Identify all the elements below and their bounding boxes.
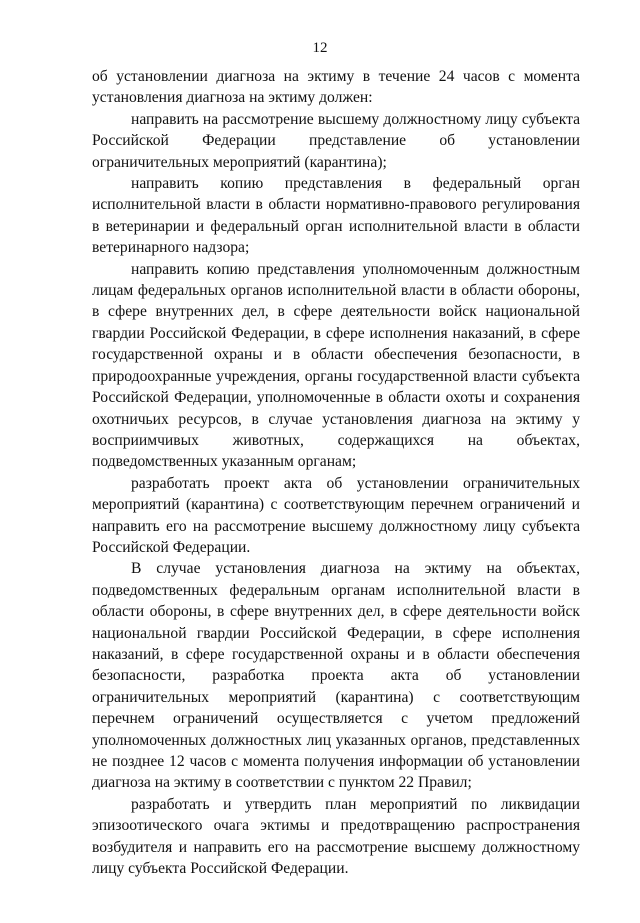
document-body bbox=[92, 66, 580, 879]
paragraph-develop-draft-act: разработать проект акта об установлении ограничительных мероприятий (карантина) с соответствующим перечнем ограничений и направить его на рассмотрение высшему должностному лицу субъекта Российской Федерации. bbox=[92, 474, 580, 556]
paragraph-case-of-diagnosis: В случае установления диагноза на эктиму на объектах, подведомственных федеральным органам исполнительной власти в области обороны, в сфере внутренних дел, в сфере деятельности войск национальной гвардии Российской Федерации, в сфере исполнения наказаний, в сфере государственной охраны и в области обеспечения безопасности, разработка проекта акта об установлении ограничительных мероприятий (карантина) с соответствующим перечнем ограничений осуществляется с учетом предложений уполномоченных должностных лиц указанных органов, представленных не позднее 12 часов с момента получения информации об установлении диагноза на эктиму в соответствии с пунктом 22 Правил; bbox=[92, 560, 580, 792]
paragraph-send-copy-officials: направить копию представления уполномоченным должностным лицам федеральных органов исполнительной власти в области обороны, в сфере внутренних дел, в сфере деятельности войск национальной гвардии Российской Федерации, в сфере исполнения наказаний, в сфере государственной охраны и в области обеспечения безопасности, в природоохранные учреждения, органы государственной власти субъекта Российской Федерации, уполномоченные в области охоты и сохранения охотничьих ресурсов, в случае установления диагноза на эктиму у восприимчивых животных, содержащихся на объектах, подведомственных указанным органам; bbox=[92, 260, 580, 471]
paragraph-send-copy-federal-organ: направить копию представления в федеральный орган исполнительной власти в области нормативно-правового регулирования в ветеринарии и федеральный орган исполнительной власти в области ветеринарного надзора; bbox=[92, 175, 580, 257]
paragraph-submit-representation: направить на рассмотрение высшему должностному лицу субъекта Российской Федерации представление об установлении ограничительных мероприятий (карантина); bbox=[92, 110, 580, 171]
paragraph-continuation: об установлении диагноза на эктиму в течение 24 часов с момента установления диагноза на эктиму должен: bbox=[92, 68, 580, 107]
paragraph-develop-plan: разработать и утвердить план мероприятий по ликвидации эпизоотического очага эктимы и предотвращению распространения возбудителя и направить его на рассмотрение высшему должностному лицу субъекта Российской Федерации. bbox=[92, 795, 580, 878]
page-number: 12 bbox=[312, 40, 328, 56]
